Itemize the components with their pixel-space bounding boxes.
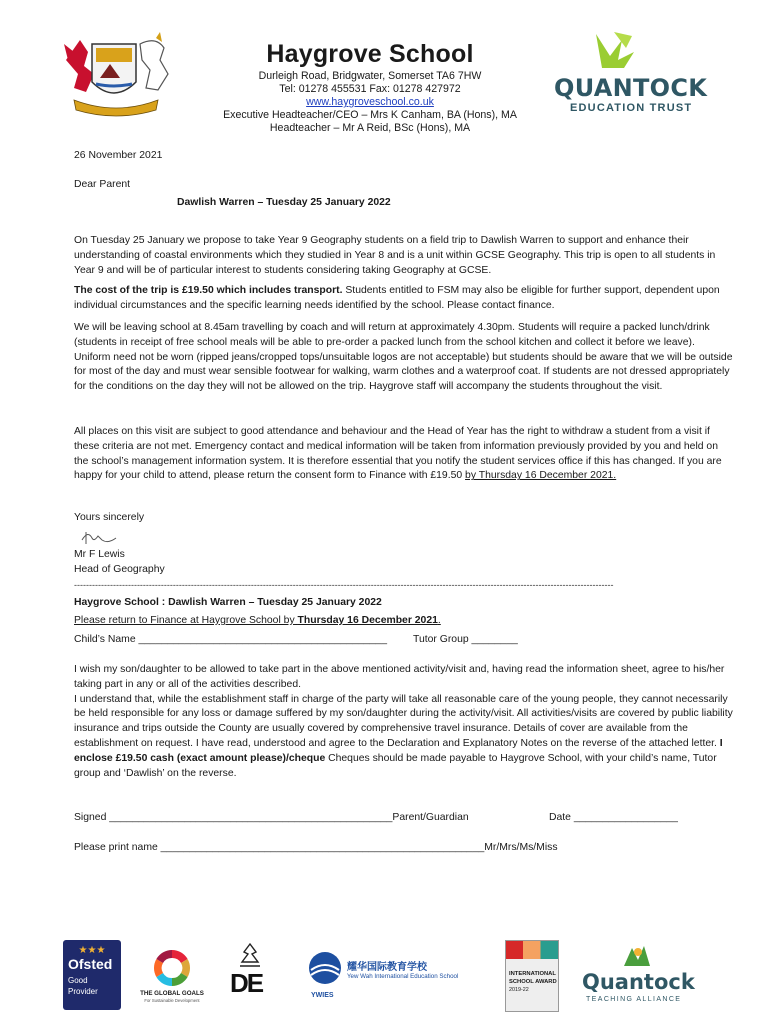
- signer-name: Mr F Lewis: [74, 549, 125, 560]
- cut-line: ------------------------------------------------------------------------------------------------------------------------------------------------------------------------------------: [74, 580, 614, 590]
- school-contact: Tel: 01278 455531 Fax: 01278 427972: [279, 83, 461, 95]
- global-goals-wordmark: THE GLOBAL GOALS: [140, 990, 204, 997]
- signature-field[interactable]: Signed _________________________________________________Parent/Guardian: [74, 812, 469, 823]
- paragraph-conditions-text: All places on this visit are subject to good attendance and behaviour and the Head of Year has the right to withdraw a student from a visit if these criteria are not met. Emergency contact and medical information will be taken from information previously provided by you and held on the school’s management information system. It is therefore essential that you notify the student services office if this has changed. If you are happy for your child to attend, please return the consent form to Finance with £19.50: [74, 426, 722, 482]
- quantock-education-trust-logo: [552, 30, 708, 120]
- print-name-field[interactable]: Please print name ________________________________________________________Mr/Mrs/Ms/Miss: [74, 842, 558, 853]
- paragraph-logistics: [74, 321, 734, 395]
- ywies-chinese-name: 耀华国际教育学校: [347, 962, 427, 973]
- ofsted-rating-line1: Good: [68, 976, 88, 985]
- trust-logo-name: QUANTOCK: [554, 74, 708, 102]
- qta-wordmark: Quantock: [582, 970, 695, 994]
- form-return-prefix: Please return to Finance at Haygrove School by: [74, 615, 298, 626]
- letter-subject: Dawlish Warren – Tuesday 25 January 2022: [177, 197, 391, 208]
- paragraph-conditions: [74, 425, 734, 484]
- global-goals-logo: [140, 940, 204, 1010]
- quantock-teaching-alliance-logo: [580, 940, 695, 1010]
- cheque-instructions: Cheques should be made payable to Haygrove School, with your child’s name, Tutor group and ‘Dawlish’ on the reverse.: [74, 752, 717, 779]
- form-title: Haygrove School : Dawlish Warren – Tuesday 25 January 2022: [74, 597, 382, 608]
- ofsted-good-provider-logo: [63, 940, 121, 1010]
- consent-statement-1: I wish my son/daughter to be allowed to take part in the above mentioned activity/visit and, having read the information sheet, agree to his/her taking part in any or all of the activities described.: [74, 664, 725, 690]
- ofsted-rating-line2: Provider: [68, 987, 98, 996]
- paragraph-trip-intro: [74, 234, 734, 278]
- international-school-award-logo: [505, 940, 559, 1012]
- isa-line2: SCHOOL AWARD: [509, 979, 557, 985]
- form-return-suffix: .: [437, 615, 441, 626]
- isa-line1: INTERNATIONAL: [509, 971, 556, 977]
- school-website-link[interactable]: www.haygroveschool.co.uk: [306, 96, 434, 108]
- consent-statement-2: I understand that, while the establishment staff in charge of the party will take all reasonable care of the young people, they cannot necessarily be held responsible for any loss or damage suffered by my son/daughter during the activity/visit. All activities/visits are covered by public liability insurance and trips outside the County are usually covered by comprehensive travel insurance. Details of cover are available from the establishment on request. I have read, understood and agree to the Declaration and Explanatory Notes on the reverse of the attached letter.: [74, 693, 733, 749]
- ofsted-wordmark: Ofsted: [68, 956, 113, 972]
- ywies-short-name: YWIES: [311, 992, 334, 999]
- return-deadline: by Thursday 16 December 2021.: [465, 470, 617, 482]
- closing: Yours sincerely: [74, 512, 145, 523]
- signer-title: Head of Geography: [74, 564, 165, 575]
- tutor-group-field[interactable]: Tutor Group ________: [413, 634, 518, 645]
- duke-of-edinburgh-logo: [228, 940, 272, 1010]
- date-field[interactable]: Date __________________: [549, 812, 678, 823]
- cost-highlight: The cost of the trip is £19.50 which includes transport.: [74, 285, 343, 296]
- school-address: Durleigh Road, Bridgwater, Somerset TA6 7HW: [258, 70, 482, 82]
- qta-tagline: TEACHING ALLIANCE: [586, 996, 682, 1003]
- de-mark: DE: [230, 968, 263, 998]
- paragraph-cost: [74, 284, 734, 314]
- child-name-field[interactable]: Child’s Name ___________________________________________: [74, 634, 387, 645]
- consent-statement: [74, 663, 734, 781]
- signature-icon: [80, 528, 120, 548]
- ywies-english-name: Yew Wah International Education School: [347, 973, 459, 980]
- isa-line3: 2019-22: [509, 987, 529, 993]
- paragraph-logistics-text: We will be leaving school at 8.45am travelling by coach and will return at approximately 4.30pm. Students will require a packed lunch/drink (students in receipt of free school meals will be able to pre-order a packed lunch from the school kitchen and collect it before we leave). Uniform need not be worn (ripped jeans/cropped tops/unsuitable logos are not acceptable) but students should be aware that we will be outside for most of the day and must wear sensible footwear for walking, warm clothes and a waterproof coat. If students are not dressed appropriately for the conditions on the day they will not be allowed on the trip. Haygrove staff will accompany the students throughout the visit.: [74, 322, 733, 393]
- ywies-logo: [305, 940, 480, 1010]
- form-return-instruction: [74, 614, 441, 629]
- cost-details: Students entitled to FSM may also be eligible for further support, dependent upon individual circumstances and the specific learning needs identified by the school. Please contact finance.: [74, 285, 720, 311]
- trust-logo-subtitle: EDUCATION TRUST: [570, 102, 693, 114]
- school-name: Haygrove School: [266, 40, 474, 68]
- executive-headteacher: Executive Headteacher/CEO – Mrs K Canham, BA (Hons), MA: [223, 109, 517, 121]
- letter-date: 26 November 2021: [74, 150, 163, 161]
- global-goals-tagline: For Sustainable Development: [144, 998, 200, 1003]
- svg-text:★★★: ★★★: [78, 945, 106, 956]
- salutation: Dear Parent: [74, 179, 131, 190]
- headteacher: Headteacher – Mr A Reid, BSc (Hons), MA: [269, 122, 471, 134]
- paragraph-trip-intro-text: On Tuesday 25 January we propose to take Year 9 Geography students on a field trip to Dawlish Warren to support and enhance their understanding of coastal environments which they studied in Year 8 and is a unit within GCSE Geography. This trip is open to all students in Year 9 and will be of particular interest to students considering taking Geography at GCSE.: [74, 235, 716, 276]
- form-return-date: Thursday 16 December 2021: [297, 615, 438, 626]
- payment-enclosure: I enclose £19.50 cash (exact amount please)/cheque: [74, 737, 723, 764]
